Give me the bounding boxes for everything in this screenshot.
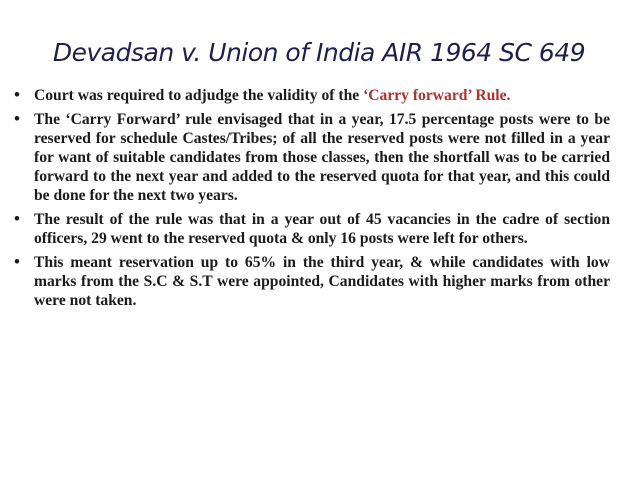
bullet-icon: • bbox=[14, 109, 20, 128]
bullet-item bbox=[12, 253, 610, 310]
bullet-list bbox=[12, 86, 610, 315]
bullet-icon: • bbox=[14, 85, 20, 104]
bullet-text: Court was required to adjudge the validity of the bbox=[34, 87, 364, 104]
highlighted-rule-name: ‘Carry forward’ Rule. bbox=[363, 87, 511, 104]
bullet-text: This meant reservation up to 65% in the third year, & while candidates with low marks from the S.C & S.T were appointed, Candidates with higher marks from other were not taken. bbox=[34, 254, 610, 309]
bullet-icon: • bbox=[14, 252, 20, 271]
bullet-text: The ‘Carry Forward’ rule envisaged that in a year, 17.5 percentage posts were to be reserved for schedule Castes/Tribes; of all the reserved posts were not filled in a year for want of suitable candidates from those classes, then the shortfall was to be carried forward to the next year and added to the reserved quota for that year, and this could be done for the next two years. bbox=[34, 111, 610, 204]
bullet-icon: • bbox=[14, 209, 20, 228]
bullet-item bbox=[12, 210, 610, 248]
bullet-item bbox=[12, 86, 610, 105]
bullet-item bbox=[12, 110, 610, 205]
bullet-text: The result of the rule was that in a year out of 45 vacancies in the cadre of section officers, 29 went to the reserved quota & only 16 posts were left for others. bbox=[34, 211, 610, 247]
slide-title: Devadsan v. Union of India AIR 1964 SC 649 bbox=[52, 38, 586, 67]
